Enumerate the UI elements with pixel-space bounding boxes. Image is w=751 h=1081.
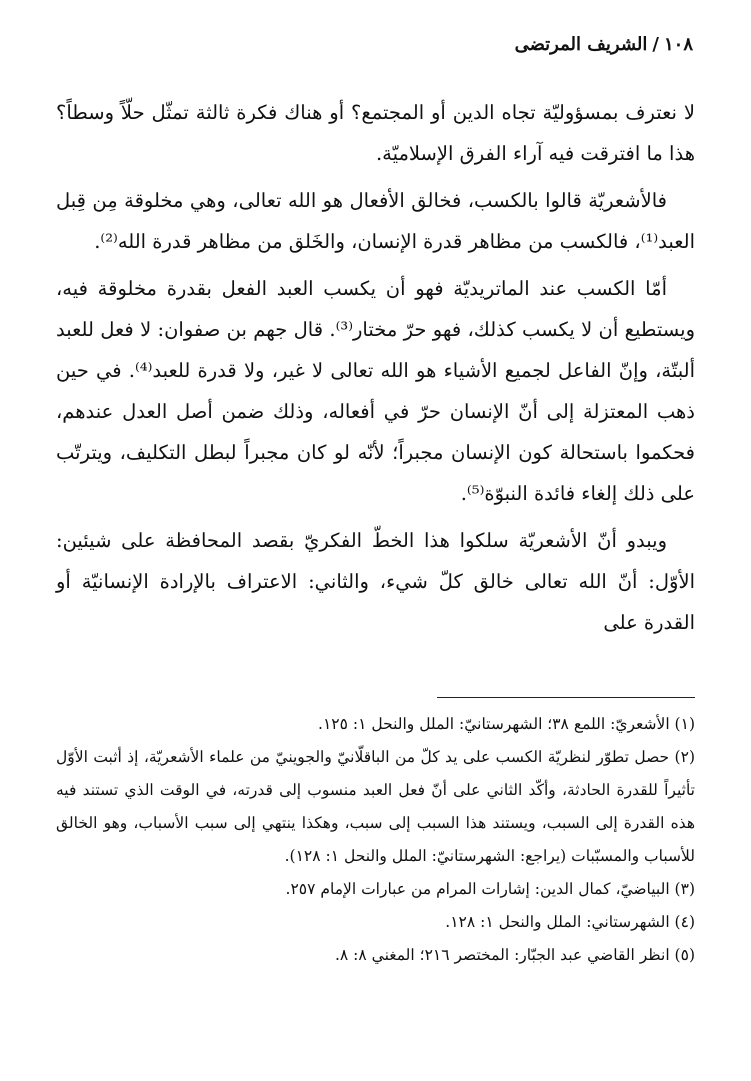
paragraph: فالأشعريّة قالوا بالكسب، فخالق الأفعال هو الله تعالى، وهي مخلوقة مِن قِبل العبد⁽¹⁾، فالكسب من مظاهر قدرة الإنسان، والخَلق من مظاهر قدرة الله⁽²⁾. xyxy=(56,189,695,253)
running-title: الشريف المرتضى xyxy=(514,34,648,55)
page-number: ١٠٨ xyxy=(663,34,693,55)
body-text xyxy=(56,92,695,649)
header-separator: / xyxy=(652,34,659,55)
footnote: (١) الأشعريّ: اللمع ٣٨؛ الشهرستانيّ: الملل والنحل ١: ١٢٥. xyxy=(318,715,695,733)
paragraph: لا نعترف بمسؤوليّة تجاه الدين أو المجتمع؟ أو هناك فكرة ثالثة تمثّل حلّاً وسطاً؟ هذا ما افترقت فيه آراء الفرق الإسلاميّة. xyxy=(56,101,695,165)
footnote: (٣) البياضيّ، كمال الدين: إشارات المرام من عبارات الإمام ٢٥٧. xyxy=(285,880,695,898)
running-header xyxy=(515,34,693,55)
footnote-divider xyxy=(437,697,695,698)
paragraph: ويبدو أنّ الأشعريّة سلكوا هذا الخطّ الفكريّ بقصد المحافظة على شيئين: الأوّل: أنّ الله تعالى خالق كلّ شيء، والثاني: الاعتراف بالإرادة الإنسانيّة أو القدرة على xyxy=(56,529,695,634)
footnote: (٤) الشهرستاني: الملل والنحل ١: ١٢٨. xyxy=(445,913,695,931)
footnote: (٢) حصل تطوّر لنظريّة الكسب على يد كلّ من الباقلّانيّ والجوينيّ من علماء الأشعريّة، إذ أثبت الأوّل تأثيراً للقدرة الحادثة، وأكّد الثاني على أنّ فعل العبد منسوب إلى قدرته، في الوقت الذي تستند فيه هذه القدرة إلى السبب، ويستند هذا السبب إلى سبب، وهكذا ينتهي إلى سبب الأسباب، وهو الخالق للأسباب والمسبّبات (يراجع: الشهرستانيّ: الملل والنحل ١: ١٢٨). xyxy=(56,748,695,865)
footnotes xyxy=(56,708,695,972)
paragraph: أمّا الكسب عند الماتريديّة فهو أن يكسب العبد الفعل بقدرة مخلوقة فيه، ويستطيع أن لا يكسب كذلك، فهو حرّ مختار⁽³⁾. قال جهم بن صفوان: لا فعل للعبد ألبتّة، وإنّ الفاعل لجميع الأشياء هو الله تعالى لا غير، ولا قدرة للعبد⁽⁴⁾. في حين ذهب المعتزلة إلى أنّ الإنسان حرّ في أفعاله، وذلك ضمن أصل العدل عندهم، فحكموا باستحالة كون الإنسان مجبراً؛ لأنّه لو كان مجبراً لبطل التكليف، ويترتّب على ذلك إلغاء فائدة النبوّة⁽⁵⁾. xyxy=(56,277,695,505)
footnote: (٥) انظر القاضي عبد الجبّار: المختصر ٢١٦؛ المغني ٨: ٨. xyxy=(334,946,695,964)
